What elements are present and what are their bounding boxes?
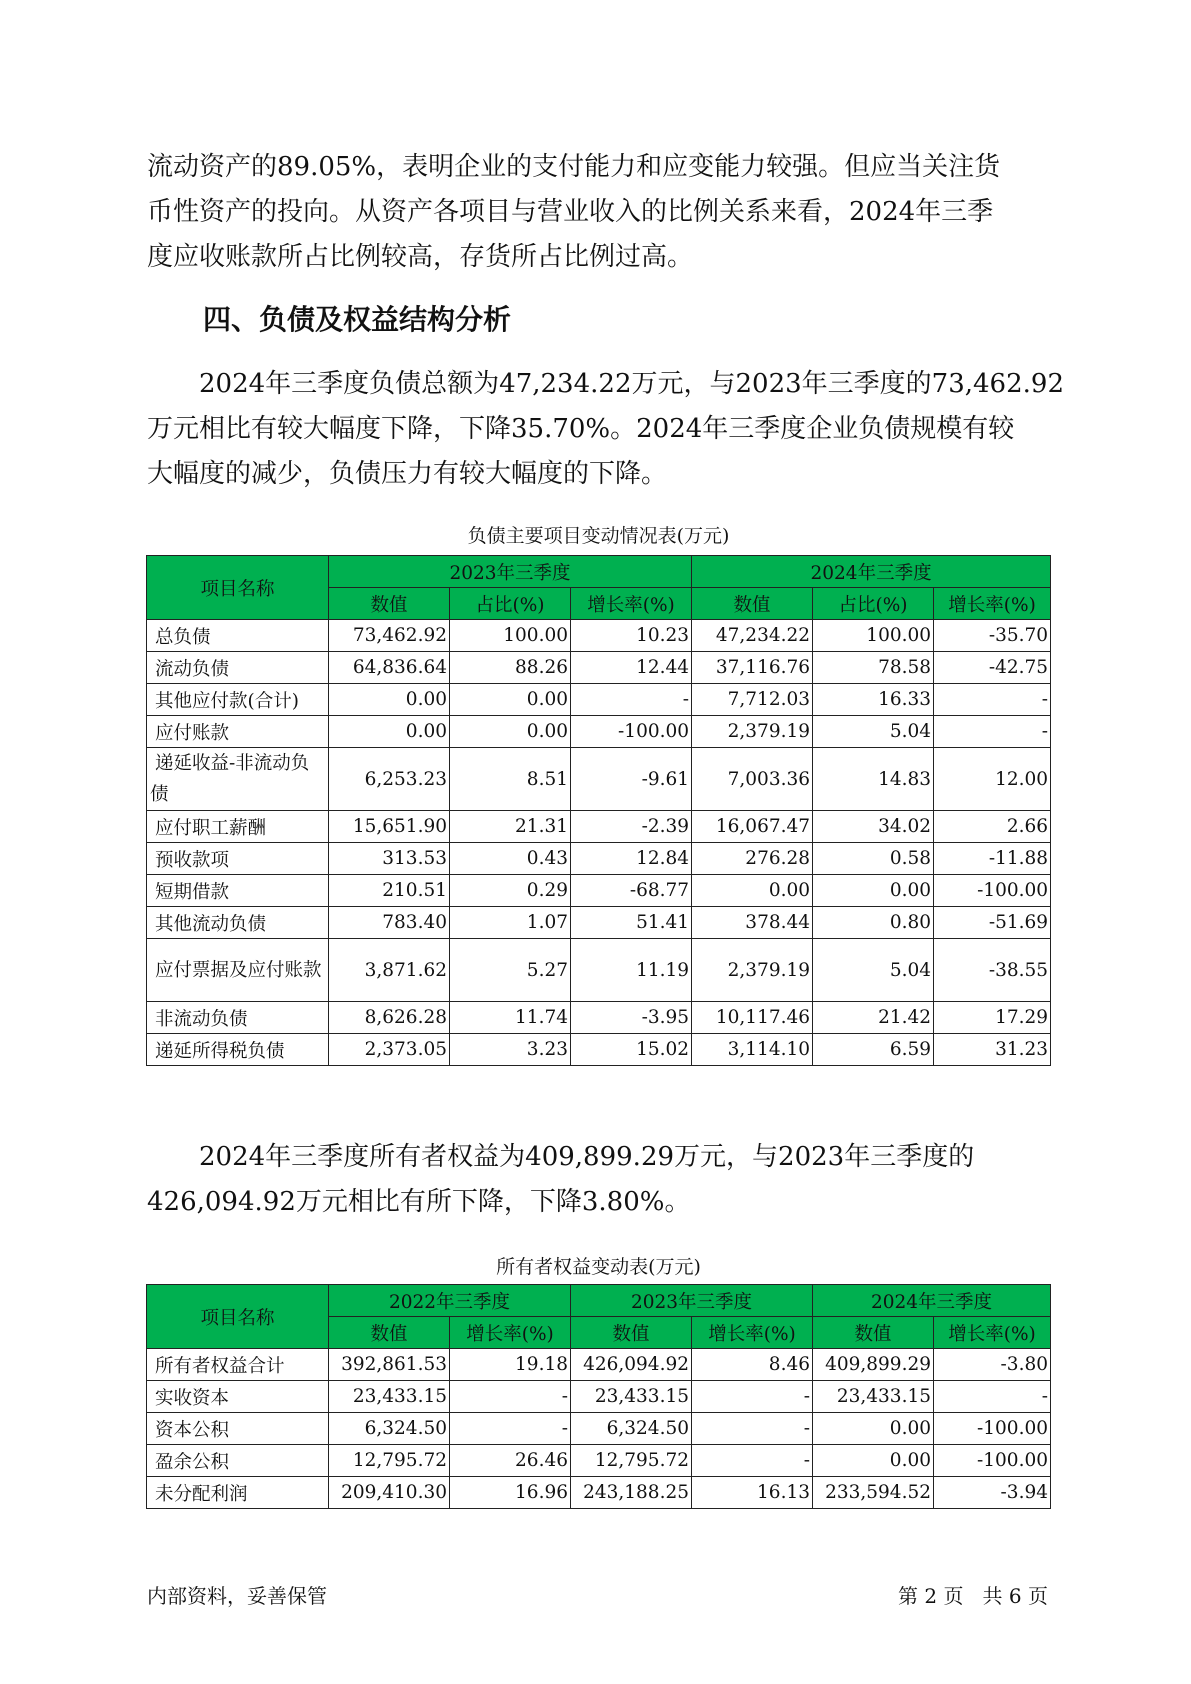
- table-cell: -100.00: [934, 875, 1051, 907]
- sub-header: 增长率(%): [934, 1317, 1051, 1349]
- table-cell: -: [692, 1413, 813, 1445]
- period-header: 2024年三季度: [813, 1285, 1051, 1317]
- table-cell: 3.23: [450, 1034, 571, 1066]
- row-label: 流动负债: [147, 652, 329, 684]
- table-row: [147, 939, 1051, 1002]
- table-cell: 6,324.50: [571, 1413, 692, 1445]
- sub-header: 增长率(%): [571, 588, 692, 620]
- period-header: 2023年三季度: [571, 1285, 813, 1317]
- footer-note: 内部资料，妥善保管: [147, 1584, 327, 1608]
- table-cell: -68.77: [571, 875, 692, 907]
- row-label: 非流动负债: [147, 1002, 329, 1034]
- table-cell: 209,410.30: [329, 1477, 450, 1509]
- row-label: 应付账款: [147, 716, 329, 748]
- table-cell: 47,234.22: [692, 620, 813, 652]
- table-cell: 7,712.03: [692, 684, 813, 716]
- table-cell: 6,253.23: [329, 748, 450, 811]
- row-label: 应付票据及应付账款: [147, 939, 329, 1002]
- table-cell: 12.44: [571, 652, 692, 684]
- sub-header: 数值: [329, 588, 450, 620]
- table-cell: 8,626.28: [329, 1002, 450, 1034]
- table-cell: 21.42: [813, 1002, 934, 1034]
- row-label: 其他应付款(合计): [147, 684, 329, 716]
- table-cell: 12,795.72: [571, 1445, 692, 1477]
- debt-table-body: [147, 620, 1051, 1066]
- table-cell: 16,067.47: [692, 811, 813, 843]
- table-row: [147, 811, 1051, 843]
- table-cell: 2.66: [934, 811, 1051, 843]
- equity-table: [146, 1284, 1051, 1509]
- table-cell: 7,003.36: [692, 748, 813, 811]
- table-cell: 8.51: [450, 748, 571, 811]
- table-cell: 243,188.25: [571, 1477, 692, 1509]
- debt-table-caption: 负债主要项目变动情况表(万元): [467, 525, 730, 547]
- table-cell: 0.43: [450, 843, 571, 875]
- sub-header: 增长率(%): [692, 1317, 813, 1349]
- equity-table-caption: 所有者权益变动表(万元): [496, 1256, 701, 1278]
- table-cell: 0.29: [450, 875, 571, 907]
- period-header: 2024年三季度: [692, 556, 1051, 588]
- table-cell: 0.00: [329, 684, 450, 716]
- table-cell: 3,114.10: [692, 1034, 813, 1066]
- table-cell: -9.61: [571, 748, 692, 811]
- table-row: [147, 684, 1051, 716]
- table-cell: 100.00: [450, 620, 571, 652]
- table-row: [147, 1002, 1051, 1034]
- table-cell: 23,433.15: [813, 1381, 934, 1413]
- table-cell: 73,462.92: [329, 620, 450, 652]
- debt-table: [146, 555, 1051, 1066]
- table-cell: 0.80: [813, 907, 934, 939]
- table-row: [147, 843, 1051, 875]
- row-label: 其他流动负债: [147, 907, 329, 939]
- sub-header: 增长率(%): [450, 1317, 571, 1349]
- text-line: 426,094.92万元相比有所下降，下降3.80%。: [147, 1187, 691, 1217]
- table-cell: 8.46: [692, 1349, 813, 1381]
- table-row: [147, 1413, 1051, 1445]
- table-cell: 15.02: [571, 1034, 692, 1066]
- table-cell: 5.27: [450, 939, 571, 1002]
- text-line: 2024年三季度所有者权益为409,899.29万元，与2023年三季度的: [199, 1142, 975, 1172]
- table-cell: 12.00: [934, 748, 1051, 811]
- table-cell: 11.19: [571, 939, 692, 1002]
- table-cell: -2.39: [571, 811, 692, 843]
- table-cell: -3.80: [934, 1349, 1051, 1381]
- table-cell: -38.55: [934, 939, 1051, 1002]
- table-cell: -42.75: [934, 652, 1051, 684]
- table-cell: 88.26: [450, 652, 571, 684]
- table-cell: 0.00: [450, 716, 571, 748]
- sub-header: 占比(%): [450, 588, 571, 620]
- table-cell: 313.53: [329, 843, 450, 875]
- period-header: 2023年三季度: [329, 556, 692, 588]
- table-row: [147, 875, 1051, 907]
- section-heading: 四、负债及权益结构分析: [203, 303, 512, 336]
- table-cell: -100.00: [934, 1413, 1051, 1445]
- table-row: [147, 716, 1051, 748]
- table-cell: 392,861.53: [329, 1349, 450, 1381]
- row-label: 递延所得税负债: [147, 1034, 329, 1066]
- table-row: [147, 1477, 1051, 1509]
- table-cell: 0.58: [813, 843, 934, 875]
- table-cell: 233,594.52: [813, 1477, 934, 1509]
- table-cell: 0.00: [813, 1413, 934, 1445]
- sub-header: 增长率(%): [934, 588, 1051, 620]
- table-cell: 31.23: [934, 1034, 1051, 1066]
- table-cell: 426,094.92: [571, 1349, 692, 1381]
- table-cell: 1.07: [450, 907, 571, 939]
- table-cell: -: [934, 1381, 1051, 1413]
- name-column-header: 项目名称: [147, 556, 329, 620]
- table-cell: -: [692, 1445, 813, 1477]
- table-cell: 783.40: [329, 907, 450, 939]
- row-label: 实收资本: [147, 1381, 329, 1413]
- table-cell: 37,116.76: [692, 652, 813, 684]
- sub-header: 数值: [329, 1317, 450, 1349]
- table-row: [147, 748, 1051, 811]
- table-cell: 23,433.15: [571, 1381, 692, 1413]
- table-cell: 2,373.05: [329, 1034, 450, 1066]
- debt-paragraph: [147, 362, 1064, 497]
- table-cell: 3,871.62: [329, 939, 450, 1002]
- table-cell: 6.59: [813, 1034, 934, 1066]
- page-number: 第 2 页 共 6 页: [898, 1584, 1048, 1608]
- table-cell: 276.28: [692, 843, 813, 875]
- table-cell: 51.41: [571, 907, 692, 939]
- table-cell: -: [450, 1381, 571, 1413]
- table-cell: 0.00: [813, 875, 934, 907]
- table-cell: -: [934, 684, 1051, 716]
- table-cell: -3.94: [934, 1477, 1051, 1509]
- table-cell: 17.29: [934, 1002, 1051, 1034]
- row-label: 资本公积: [147, 1413, 329, 1445]
- row-label: 所有者权益合计: [147, 1349, 329, 1381]
- table-cell: 5.04: [813, 939, 934, 1002]
- table-cell: 16.33: [813, 684, 934, 716]
- table-cell: -100.00: [934, 1445, 1051, 1477]
- table-cell: 210.51: [329, 875, 450, 907]
- table-cell: 23,433.15: [329, 1381, 450, 1413]
- table-cell: 100.00: [813, 620, 934, 652]
- table-cell: -51.69: [934, 907, 1051, 939]
- table-row: [147, 1445, 1051, 1477]
- table-cell: 12,795.72: [329, 1445, 450, 1477]
- table-row: [147, 907, 1051, 939]
- text-line: 流动资产的89.05%，表明企业的支付能力和应变能力较强。但应当关注货: [147, 152, 1001, 182]
- table-cell: 78.58: [813, 652, 934, 684]
- table-cell: -35.70: [934, 620, 1051, 652]
- table-cell: 16.96: [450, 1477, 571, 1509]
- table-cell: 378.44: [692, 907, 813, 939]
- row-label: 递延收益-非流动负债: [147, 748, 329, 811]
- intro-paragraph: [147, 145, 1047, 280]
- period-header: 2022年三季度: [329, 1285, 571, 1317]
- table-cell: 2,379.19: [692, 939, 813, 1002]
- table-cell: 6,324.50: [329, 1413, 450, 1445]
- table-row: [147, 1034, 1051, 1066]
- row-label: 总负债: [147, 620, 329, 652]
- table-cell: -: [571, 684, 692, 716]
- table-cell: 21.31: [450, 811, 571, 843]
- table-cell: 409,899.29: [813, 1349, 934, 1381]
- sub-header: 数值: [813, 1317, 934, 1349]
- table-cell: 16.13: [692, 1477, 813, 1509]
- table-cell: 2,379.19: [692, 716, 813, 748]
- table-cell: 0.00: [813, 1445, 934, 1477]
- table-cell: 14.83: [813, 748, 934, 811]
- equity-paragraph: [147, 1135, 1047, 1225]
- row-label: 预收款项: [147, 843, 329, 875]
- table-cell: 34.02: [813, 811, 934, 843]
- table-row: [147, 652, 1051, 684]
- text-line: 币性资产的投向。从资产各项目与营业收入的比例关系来看，2024年三季: [147, 197, 994, 227]
- sub-header: 占比(%): [813, 588, 934, 620]
- table-cell: -: [692, 1381, 813, 1413]
- text-line: 大幅度的减少，负债压力有较大幅度的下降。: [147, 459, 668, 489]
- table-cell: 64,836.64: [329, 652, 450, 684]
- name-column-header: 项目名称: [147, 1285, 329, 1349]
- table-cell: -3.95: [571, 1002, 692, 1034]
- table-cell: 19.18: [450, 1349, 571, 1381]
- text-line: 2024年三季度负债总额为47,234.22万元，与2023年三季度的73,462.92: [199, 369, 1064, 399]
- table-cell: 0.00: [450, 684, 571, 716]
- table-cell: 12.84: [571, 843, 692, 875]
- table-row: [147, 1349, 1051, 1381]
- table-cell: -: [450, 1413, 571, 1445]
- table-cell: 10.23: [571, 620, 692, 652]
- table-cell: 11.74: [450, 1002, 571, 1034]
- row-label: 盈余公积: [147, 1445, 329, 1477]
- table-cell: 15,651.90: [329, 811, 450, 843]
- sub-header: 数值: [571, 1317, 692, 1349]
- row-label: 应付职工薪酬: [147, 811, 329, 843]
- table-cell: -100.00: [571, 716, 692, 748]
- text-line: 度应收账款所占比例较高，存货所占比例过高。: [147, 242, 694, 272]
- table-cell: 26.46: [450, 1445, 571, 1477]
- table-cell: 0.00: [329, 716, 450, 748]
- row-label: 短期借款: [147, 875, 329, 907]
- text-line: 万元相比有较大幅度下降，下降35.70%。2024年三季度企业负债规模有较: [147, 414, 1015, 444]
- table-cell: -11.88: [934, 843, 1051, 875]
- table-cell: 10,117.46: [692, 1002, 813, 1034]
- row-label: 未分配利润: [147, 1477, 329, 1509]
- sub-header: 数值: [692, 588, 813, 620]
- table-cell: 0.00: [692, 875, 813, 907]
- equity-table-body: [147, 1349, 1051, 1509]
- table-row: [147, 620, 1051, 652]
- table-cell: 5.04: [813, 716, 934, 748]
- table-cell: -: [934, 716, 1051, 748]
- table-row: [147, 1381, 1051, 1413]
